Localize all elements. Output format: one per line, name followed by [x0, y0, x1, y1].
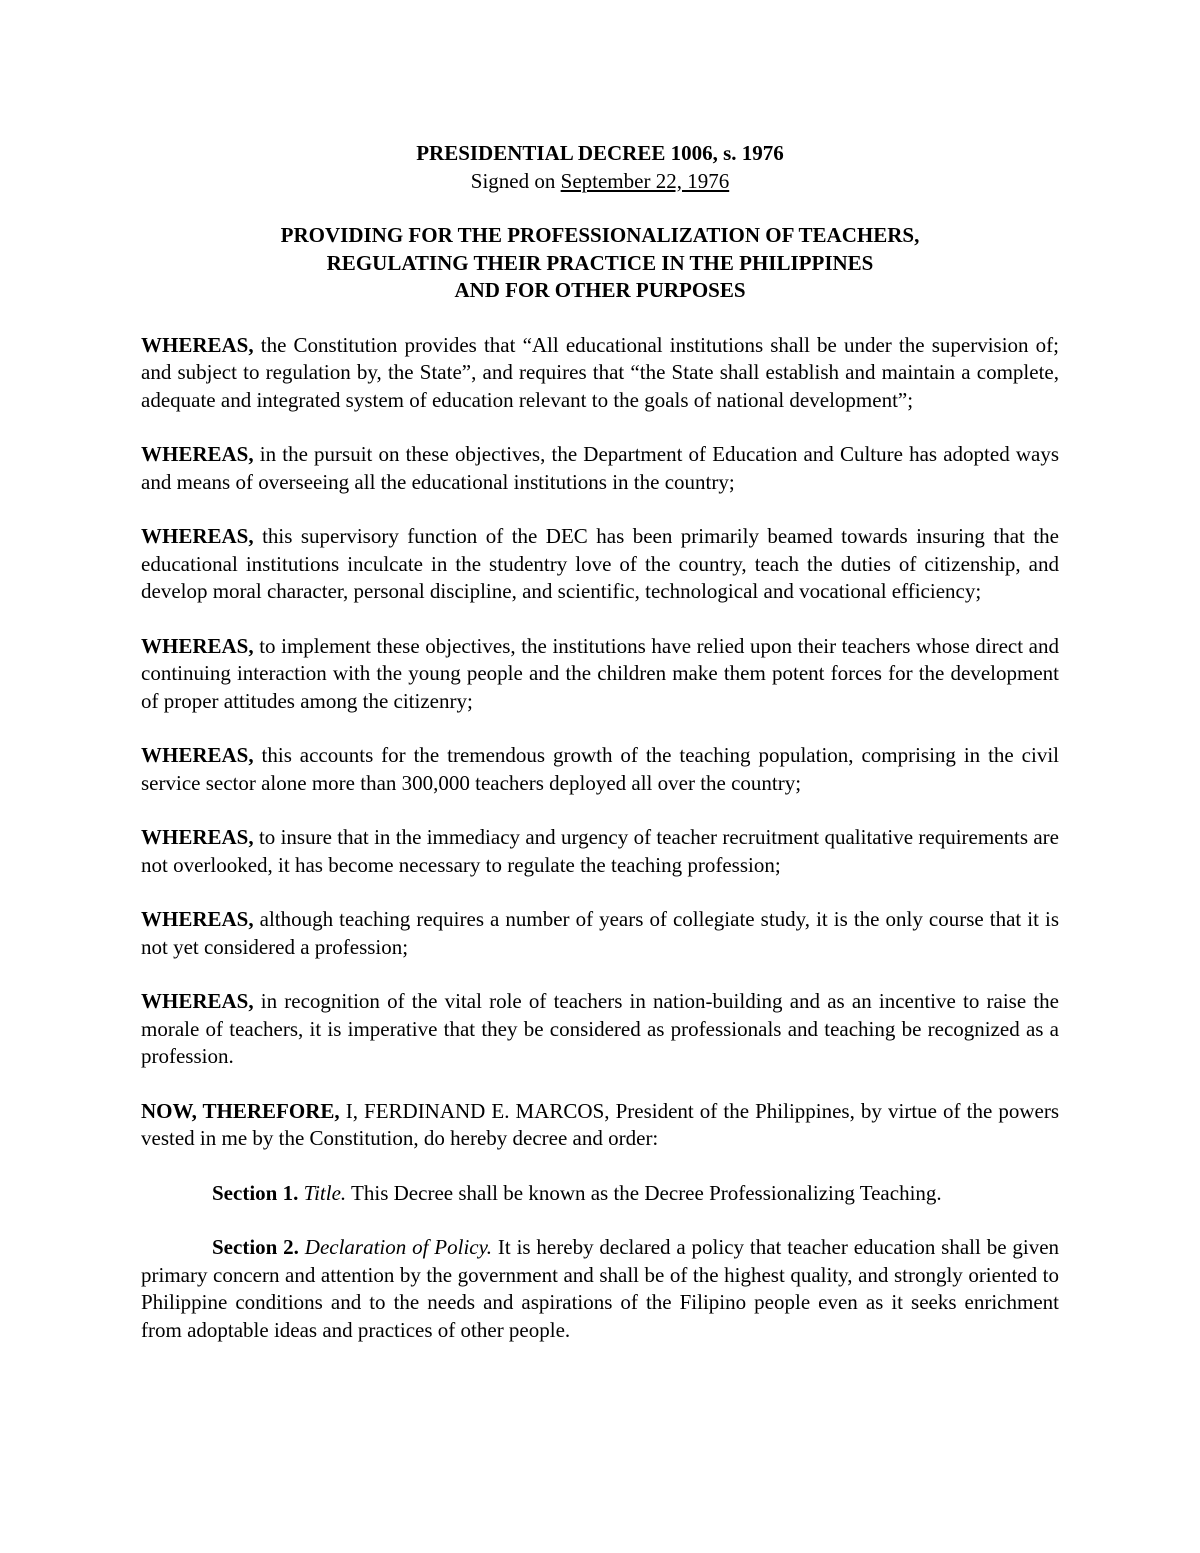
whereas-lead: WHEREAS, [141, 332, 254, 357]
whereas-clause [141, 906, 1059, 961]
subject-line: PROVIDING FOR THE PROFESSIONALIZATION OF TEACHERS, [280, 223, 920, 247]
whereas-lead: WHEREAS, [141, 825, 254, 849]
whereas-clause [141, 523, 1059, 606]
whereas-text: in the pursuit on these objectives, the Department of Education and Culture has adopted ways and means of overseeing all the educational institutions in the country; [141, 442, 1059, 494]
whereas-clause [141, 633, 1059, 716]
signed-line [141, 168, 1059, 196]
whereas-text: although teaching requires a number of years of collegiate study, it is the only course that it is not yet considered a profession; [141, 907, 1059, 959]
section-text: This Decree shall be known as the Decree Professionalizing Teaching. [346, 1180, 942, 1205]
section-label: Section 2. [212, 1235, 299, 1259]
whereas-text: this accounts for the tremendous growth of the teaching population, comprising in the civil service sector alone more than 300,000 teachers deployed all over the country; [141, 743, 1059, 795]
section-text: It is hereby declared a policy that teacher education shall be given primary concern and attention by the government and shall be of the highest quality, and strongly oriented to Philippine conditions and to the needs and aspirations of the Filipino people even as it seeks enrichment from adoptable ideas and practices of other people. [141, 1235, 1060, 1342]
whereas-text: the Constitution provides that “All educational institutions shall be under the supervision of; and subject to regulation by, the State”, and requires that “the State shall establish and maintain a complete, adequate and integrated system of education relevant to the goals of national development”; [141, 332, 1059, 412]
document-header [141, 140, 1059, 195]
now-therefore-lead: NOW, THEREFORE, [141, 1098, 340, 1123]
whereas-lead: WHEREAS, [141, 989, 254, 1013]
whereas-clause [141, 742, 1059, 797]
signed-date: September 22, 1976 [560, 168, 730, 193]
whereas-lead: WHEREAS, [141, 743, 254, 767]
whereas-text: to insure that in the immediacy and urgency of teacher recruitment qualitative requirements are not overlooked, it has become necessary to regulate the teaching profession; [141, 825, 1059, 877]
section-label: Section 1. [212, 1180, 299, 1205]
decree-title: PRESIDENTIAL DECREE 1006, s. 1976 [416, 141, 784, 165]
signed-prefix: Signed on [470, 168, 561, 193]
subject-line: AND FOR OTHER PURPOSES [454, 278, 746, 302]
whereas-clause [141, 332, 1059, 415]
whereas-lead: WHEREAS, [141, 907, 254, 931]
whereas-lead: WHEREAS, [141, 442, 254, 466]
whereas-lead: WHEREAS, [141, 524, 254, 548]
whereas-clause [141, 824, 1059, 879]
now-therefore-clause [141, 1098, 1059, 1153]
now-therefore-text: I, FERDINAND E. MARCOS, President of the Philippines, by virtue of the powers vested in me by the Constitution, do hereby decree and order: [141, 1098, 1059, 1150]
section-title: Title. [298, 1180, 347, 1205]
whereas-text: to implement these objectives, the institutions have relied upon their teachers whose direct and continuing interaction with the young people and the children make them potent forces for the development of proper attitudes among the citizenry; [141, 633, 1059, 713]
section-1 [141, 1180, 1059, 1208]
whereas-text: in recognition of the vital role of teachers in nation-building and as an incentive to raise the morale of teachers, it is imperative that they be considered as professionals and teaching be recognized as a profession. [141, 989, 1059, 1068]
whereas-clause [141, 441, 1059, 496]
document-page [141, 140, 1059, 1344]
subject-line: REGULATING THEIR PRACTICE IN THE PHILIPPINES [326, 250, 874, 275]
decree-subject [141, 222, 1059, 305]
whereas-clause [141, 988, 1059, 1071]
section-2 [141, 1234, 1059, 1344]
section-title: Declaration of Policy. [298, 1235, 493, 1259]
whereas-text: this supervisory function of the DEC has been primarily beamed towards insuring that the educational institutions inculcate in the studentry love of the country, teach the duties of citizenship, and develop moral character, personal discipline, and scientific, technological and vocational efficiency; [141, 524, 1059, 603]
whereas-lead: WHEREAS, [141, 633, 254, 658]
